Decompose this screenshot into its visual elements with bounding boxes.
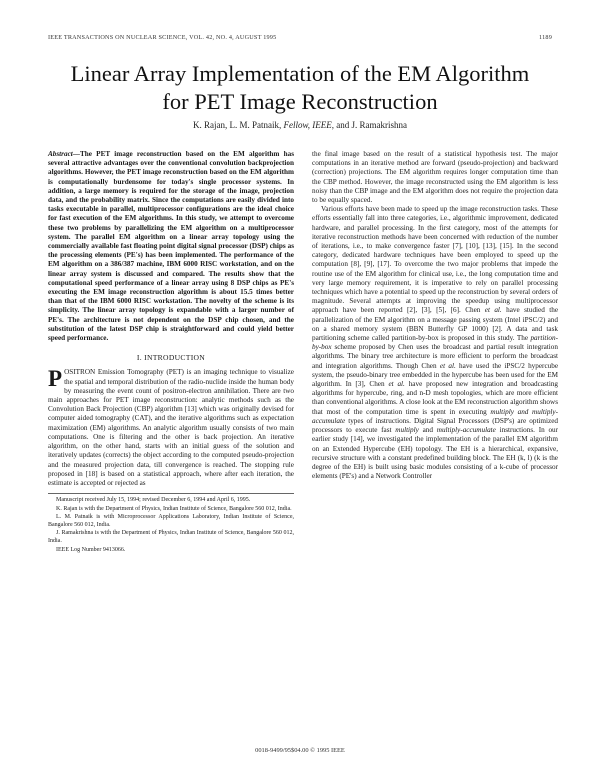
footnote-author-3: J. Ramakrishna is with the Department of Physics, Indian Institute of Science, Bangalore 560 012, India.	[48, 530, 294, 545]
title-line-1: Linear Array Implementation of the EM Algorithm	[70, 61, 530, 86]
para2-text-c: scheme proposed by Chen uses the broadcast and partial result integration algorithms. The binary tree architecture is more efficient to perform the broadcast and integration algorithms. Though Chen	[312, 343, 558, 370]
author-last: and J. Ramakrishna	[336, 120, 408, 130]
para2-text-e: have proposed new integration and broadcasting algorithms for hypercube, ring, and n-D mesh topologies, which are more efficient than conventional algorithms. A close look at the EM reconstruction algorithm shows that most of the computation time is spent in executing	[312, 380, 559, 416]
author-names: K. Rajan, L. M. Patnaik,	[192, 120, 282, 130]
para2-text-g: instructions. In our earlier study [14], we investigated the implementation of the parallel EM algorithm on an Extended Hypercube (EH) topology. The EH is a hierarchical, expansive, recursive structure with a constant predefined building block. The EH (k, l) (k is the degree of the EH) is built using basic modules consisting of a k-cube of processor elements (PE's) and a Network Controller	[312, 426, 559, 481]
footnote-author-1: K. Rajan is with the Department of Physics, Indian Institute of Science, Bangalore 560 012, India.	[56, 505, 292, 512]
para2-text-d: have used the iPSC/2 hypercube system, the pseudo-binary tree embedded in the hypercube has been used for the EM algorithm. In [3], Chen	[312, 361, 559, 389]
intro-text: OSITRON Emission Tomography (PET) is an imaging technique to visualize the spatial and temporal distribution of the radio-nuclide inside the human body by measuring the event count of positron-electron annihilation. There are two main approaches for PET image reconstruction: analytic methods such as the Convolution Back Projection (CBP) algorithm [13] which was originally devised for computer aided tomography (CAT), and the iterative algorithms such as expectation maximization (EM) algorithms. An analytic algorithm usually consists of two main computations. One is filtering and the other is back projection. An iterative algorithm, on the other hand, starts with an initial guess of the solution and iteratively updates (corrects) the object according to the computed pseudo-projection and the measured projection data, till convergence is reached. The stopping rule proposed in [18] is based on a statistical approach, where after each iteration, the estimate is accepted or rejected as	[48, 368, 294, 487]
abstract-heading: Abstract—	[48, 150, 80, 158]
multiply-term: multiply	[395, 426, 419, 435]
partition-by-box-term: partition-by-box	[312, 334, 558, 352]
drop-cap: P	[48, 366, 63, 392]
footnote-author-2: L. M. Patnaik is with Microprocessor Applications Laboratory, Indian Institute of Science, Bangalore 560 012, India.	[48, 514, 294, 528]
et-al-2: et al.	[439, 361, 456, 370]
copyright-line: 0018-9499/95$04.00 © 1995 IEEE	[255, 747, 345, 754]
right-paragraph-2	[312, 205, 558, 481]
paper-title	[30, 60, 570, 116]
et-al-1: et al.	[484, 306, 502, 315]
right-column	[312, 150, 558, 481]
multiply-accumulate-term-2: multiply-accumulate	[436, 426, 496, 435]
footnote-log-number: IEEE Log Number 9413066.	[56, 546, 126, 553]
para2-text-a: Various efforts have been made to speed up the image reconstruction tasks. These efforts essentially fall into three categories, i.e., algorithmic improvement, dedicated hardware, and parallel processing. In the first category, most of the attempts for iterative reconstruction methods have been concerned with reduction of the number of iterations, i.e., to make convergence faster [7], [10], [13], [15]. In the second category, dedicated hardware techniques have been employed to speed up the computation [8], [9], [17]. To overcome the two major problems that impede the routine use of the EM algorithm for clinical use, i.e., the long computation time and very large memory requirement, it is imperative to rely on parallel processing techniques which have a potential to speed up the reconstruction by several orders of magnitude. Several attempts at improving the speedup using multiprocessor approach have been reported [2], [3], [5], [6]. Chen	[312, 205, 558, 315]
title-line-2: for PET Image Reconstruction	[162, 89, 438, 114]
author-line	[0, 120, 600, 130]
intro-paragraph-1	[48, 368, 294, 488]
footnotes	[48, 493, 294, 554]
running-head	[48, 34, 552, 41]
page-number: 1189	[539, 34, 552, 41]
para2-text-f: types of instructions. Digital Signal Processors (DSP's) are optimized processors to execute fast	[312, 416, 558, 435]
section-heading-introduction: I. INTRODUCTION	[136, 353, 206, 363]
right-paragraph-1: the final image based on the result of a statistical hypothesis test. The major computations in an iterative method are forward (pseudo-projection) and backward (correction) projections. The EM algorithm requires longer computation time than the CBP method. However, the image reconstructed using the EM algorithm is less noisy than the CBP image and the EM algorithm does not require the projection data to be equally spaced.	[312, 150, 558, 205]
et-al-3: et al.	[388, 380, 405, 389]
abstract-text: The PET image reconstruction based on the EM algorithm has several attractive advantages over the conventional convolution backprojection algorithms. However, the PET image reconstruction based on the EM algorithm is computationally burdensome for today's single processor systems. In addition, a large memory is required for the storage of the image, projection data, and the probability matrix. Since the computations are easily divided into tasks executable in parallel, multiprocessor configurations are the ideal choice for fast execution of the EM algorithms. In this study, we attempt to overcome these two problems by parallelizing the EM algorithm on a multiprocessor system. The parallel EM algorithm on a linear array topology using the commercially available fast floating point digital signal processor (DSP) chips as the processing elements (PE's) has been implemented. The performance of the EM algorithm on a 386/387 machine, IBM 6000 RISC workstation, and on the linear array system is discussed and compared. The results show that the computational speed performance of a linear array using 8 DSP chips as PE's executing the EM image reconstruction algorithm is about 15.5 times better than that of the IBM 6000 RISC workstation. The novelty of the scheme is its simplicity. The linear array topology is expandable with a larger number of PE's. The architecture is not dependent on the DSP chip chosen, and the substitution of the latest DSP chip is straightforward and could yield better speed performance.	[48, 150, 294, 343]
left-column	[48, 150, 294, 555]
footnote-received: Manuscript received July 15, 1994; revised December 6, 1994 and April 6, 1995.	[56, 497, 251, 504]
author-fellow: Fellow, IEEE,	[283, 120, 335, 130]
para2-text-b: have studied the parallelization of the EM algorithm on a message passing system (Intel iPSC/2) and on a shared memory system (BBN Butterfly GP 1000) [2]. A data and task partitioning scheme called partition-by-box is proposed in this study. The	[312, 306, 559, 343]
journal-name: IEEE TRANSACTIONS ON NUCLEAR SCIENCE, VOL. 42, NO. 4, AUGUST 1995	[48, 34, 277, 41]
multiply-accumulate-term: multiply and multiply-accumulate	[312, 407, 558, 425]
abstract	[48, 150, 294, 343]
and-word: and	[422, 426, 433, 435]
